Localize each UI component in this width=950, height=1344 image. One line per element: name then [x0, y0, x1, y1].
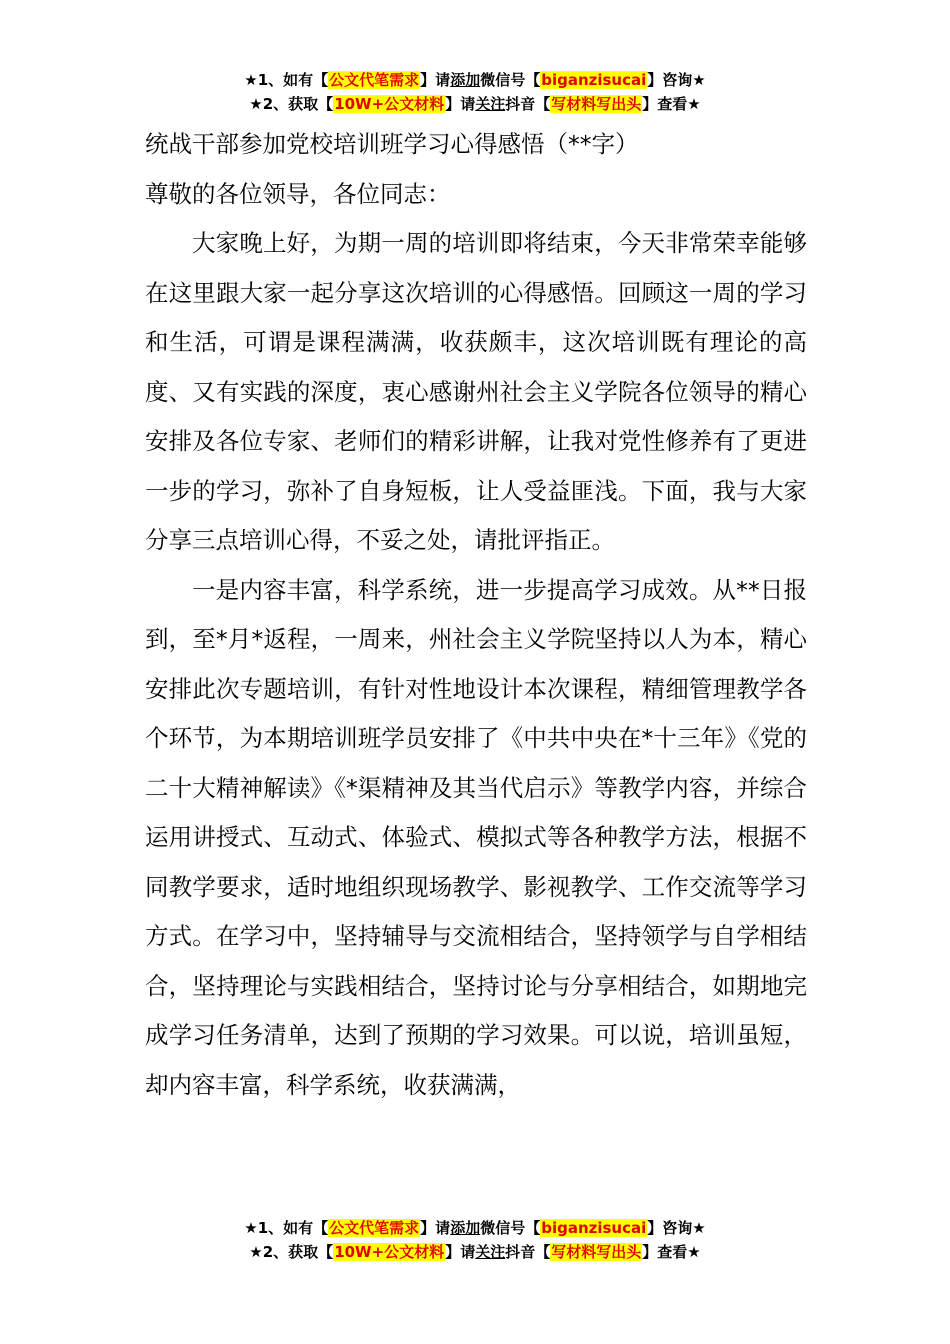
promo-line-2: ★2、获取【10W+公文材料】请关注抖音【写材料写出头】查看★: [249, 95, 701, 113]
promo-banner-top: [0, 68, 950, 116]
star-icon: ★: [244, 1219, 258, 1237]
douyin-id: 写材料写出头: [551, 1243, 642, 1261]
salutation: 尊敬的各位领导，各位同志：: [145, 179, 451, 208]
highlight-text: 10W+公文材料: [334, 1243, 445, 1261]
highlight-text: 10W+公文材料: [334, 95, 445, 113]
star-icon: ★: [249, 95, 263, 113]
paragraph: 大家晚上好，为期一周的培训即将结束，今天非常荣幸能够在这里跟大家一起分享这次培训的心得感悟。回顾这一周的学习和生活，可谓是课程满满，收获颇丰，这次培训既有理论的高度、又有实践的深度，衷心感谢州社会主义学院各位领导的精心安排及各位专家、老师们的精彩讲解，让我对党性修养有了更进一步的学习，弥补了自身短板，让人受益匪浅。下面，我与大家分享三点培训心得，不妥之处，请批评指正。: [145, 229, 807, 554]
promo-banner-bottom: [0, 1216, 950, 1264]
promo-line-1: ★1、如有【公文代笔需求】请添加微信号【biganzisucai】咨询★: [244, 71, 706, 89]
star-icon: ★: [244, 71, 258, 89]
highlight-text: 公文代笔需求: [329, 71, 420, 89]
douyin-id: 写材料写出头: [551, 95, 642, 113]
wechat-id: biganzisucai: [541, 1219, 647, 1237]
promo-line-2: ★2、获取【10W+公文材料】请关注抖音【写材料写出头】查看★: [249, 1243, 701, 1261]
star-icon: ★: [249, 1243, 263, 1261]
wechat-id: biganzisucai: [541, 71, 647, 89]
document-title: 统战干部参加党校培训班学习心得感悟（**字）: [145, 130, 639, 158]
promo-line-1: ★1、如有【公文代笔需求】请添加微信号【biganzisucai】咨询★: [244, 1219, 706, 1237]
highlight-text: 公文代笔需求: [329, 1219, 420, 1237]
document-body: [145, 120, 807, 1110]
paragraph: 一是内容丰富，科学系统，进一步提高学习成效。从**日报到，至*月*返程，一周来，州社会主义学院坚持以人为本，精心安排此次专题培训，有针对性地设计本次课程，精细管理教学各个环节，为本期培训班学员安排了《中共中央在*十三年》《党的二十大精神解读》《*渠精神及其当代启示》等教学内容，并综合运用讲授式、互动式、体验式、模拟式等各种教学方法，根据不同教学要求，适时地组织现场教学、影视教学、工作交流等学习方式。在学习中，坚持辅导与交流相结合，坚持领学与自学相结合，坚持理论与实践相结合，坚持讨论与分享相结合，如期地完成学习任务清单，达到了预期的学习效果。可以说，培训虽短，却内容丰富，科学系统，收获满满，: [145, 575, 807, 1099]
